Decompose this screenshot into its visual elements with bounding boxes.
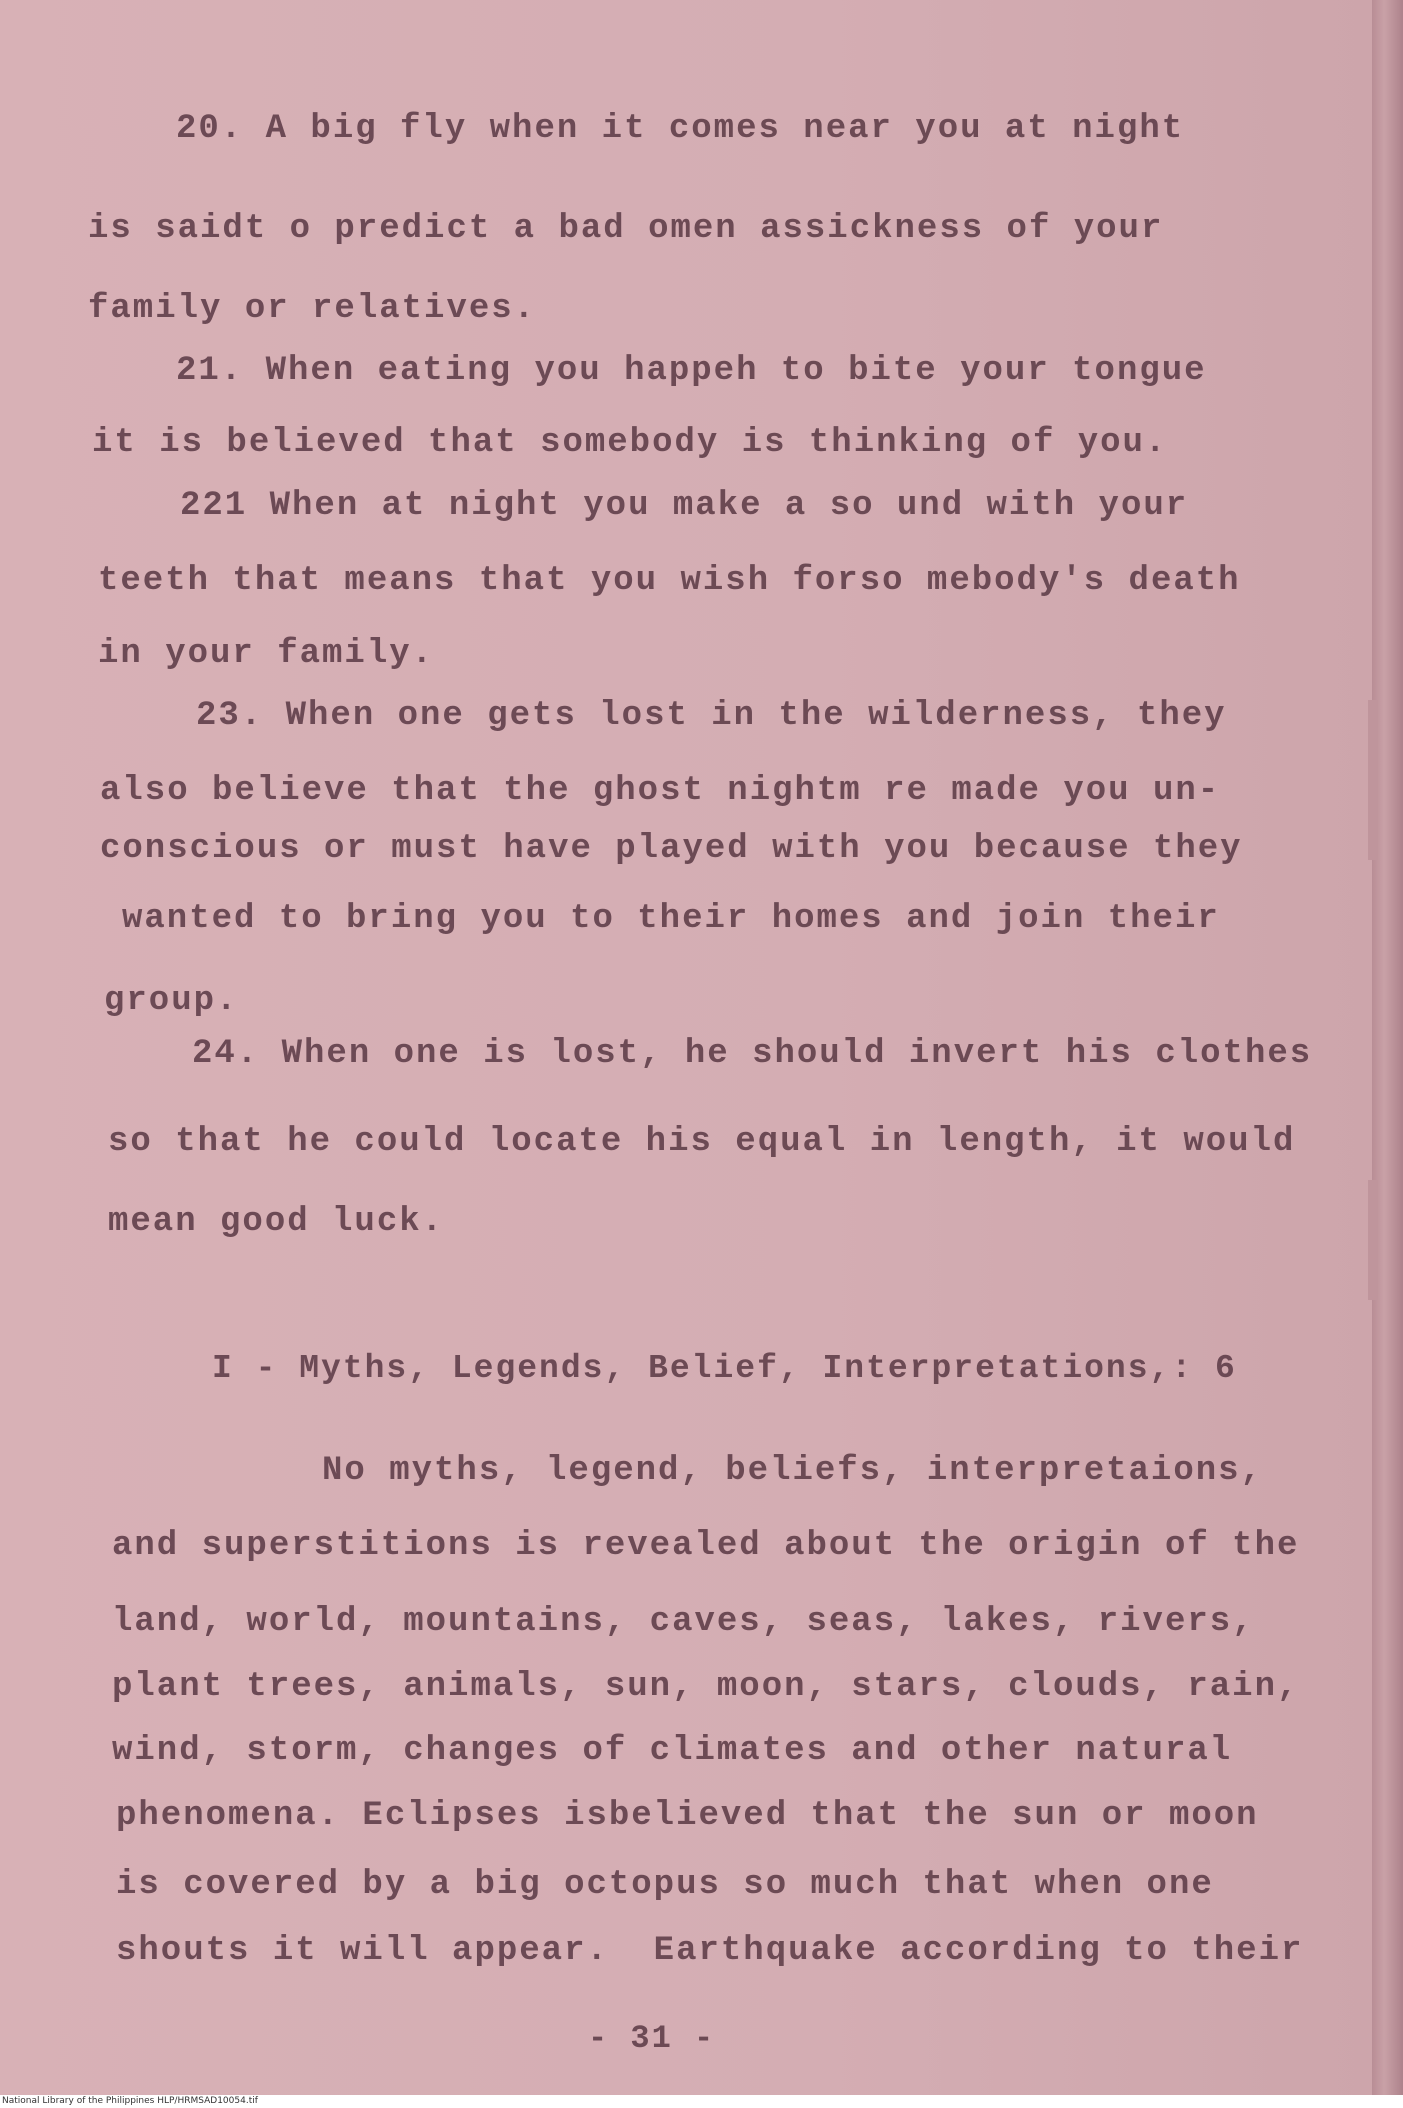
text-line: teeth that means that you wish forso mebody's death — [98, 562, 1241, 600]
text-line: it is believed that somebody is thinking of you. — [92, 424, 1168, 462]
text-line: 24. When one is lost, he should invert his clothes — [192, 1035, 1313, 1073]
text-line: shouts it will appear. Earthquake according to their — [116, 1932, 1304, 1970]
text-line: in your family. — [98, 635, 435, 673]
text-line: 23. When one gets lost in the wilderness, they — [196, 697, 1227, 735]
text-line: wanted to bring you to their homes and join their — [122, 900, 1220, 938]
text-line: and superstitions is revealed about the origin of the — [112, 1527, 1300, 1565]
torn-edge — [1368, 700, 1378, 860]
text-line: wind, storm, changes of climates and other natural — [112, 1732, 1233, 1770]
text-line: land, world, mountains, caves, seas, lakes, rivers, — [112, 1603, 1255, 1641]
scan-footer-caption: National Library of the Philippines HLP/HRMSAD10054.tif — [0, 2095, 1403, 2108]
text-line: is covered by a big octopus so much that when one — [116, 1866, 1214, 1904]
text-line: so that he could locate his equal in length, it would — [108, 1123, 1296, 1161]
text-line: 20. A big fly when it comes near you at night — [176, 110, 1185, 148]
page-edge — [1372, 0, 1403, 2095]
text-line: No myths, legend, beliefs, interpretaions, — [322, 1452, 1263, 1490]
text-line: conscious or must have played with you because they — [100, 830, 1243, 868]
text-line: family or relatives. — [88, 290, 537, 328]
text-line: phenomena. Eclipses isbelieved that the sun or moon — [116, 1797, 1259, 1835]
text-line: group. — [104, 982, 239, 1020]
page-number: - 31 - — [588, 2020, 716, 2057]
text-line: mean good luck. — [108, 1203, 445, 1241]
text-line: 21. When eating you happeh to bite your tongue — [176, 352, 1207, 390]
text-line: plant trees, animals, sun, moon, stars, clouds, rain, — [112, 1668, 1300, 1706]
torn-edge — [1368, 1180, 1378, 1300]
text-line: 221 When at night you make a so und with your — [180, 487, 1189, 525]
section-heading: I - Myths, Legends, Belief, Interpretations,: 6 — [212, 1350, 1237, 1387]
text-line: is saidt o predict a bad omen assickness of your — [88, 210, 1164, 248]
text-line: also believe that the ghost nightm re made you un- — [100, 772, 1221, 810]
